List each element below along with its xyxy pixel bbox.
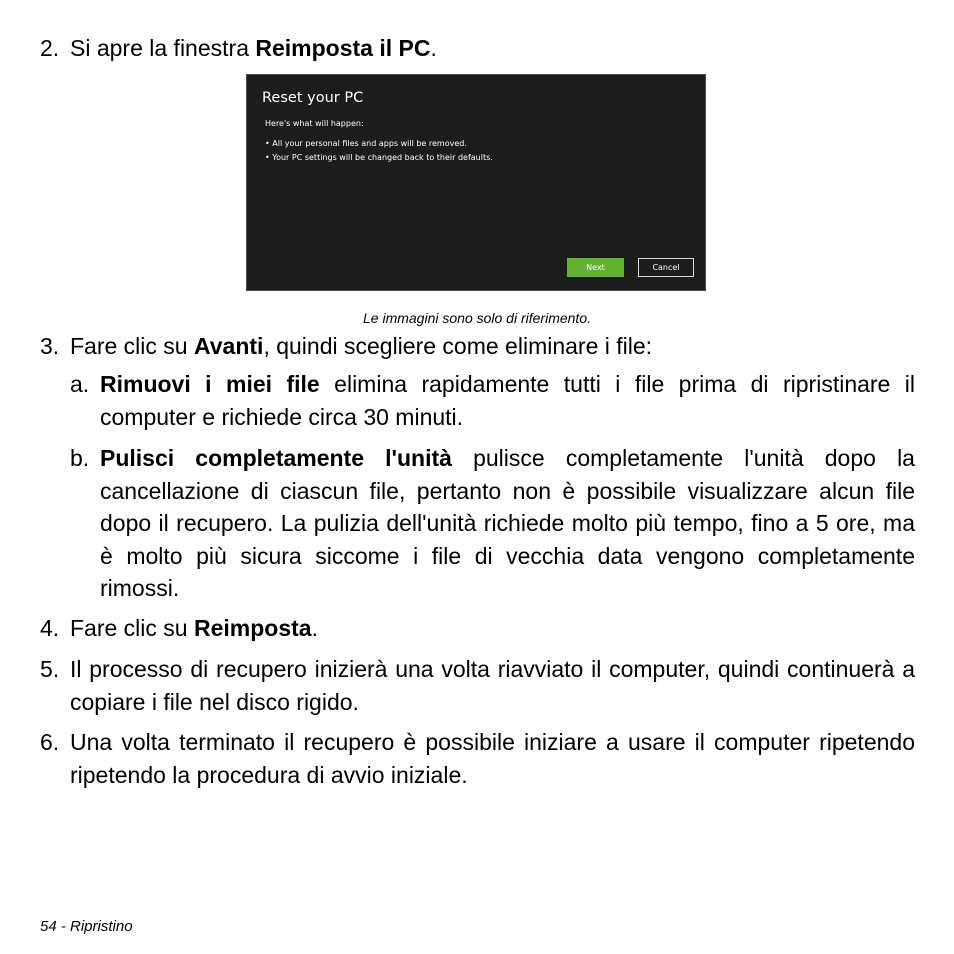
step-3a — [70, 368, 915, 433]
step-text — [70, 330, 920, 363]
step-text-post: , quindi scegliere come eliminare i file: — [263, 333, 653, 359]
screenshot-title: Reset your PC — [262, 90, 364, 106]
step-3 — [40, 330, 920, 363]
screenshot-bullet-1: • All your personal files and apps will be removed. — [265, 139, 467, 148]
substep-text-bold: Pulisci completamente l'unità — [100, 445, 452, 471]
reset-pc-screenshot — [246, 74, 706, 291]
substep-text-post: pulisce completamente l'unità dopo la cancellazione di ciascun file, pertanto non è possibile visualizzare alcun file dopo il recupero. La pulizia dell'unità richiede molto più tempo, fino a 5 ore, ma è molto più sicura siccome i file di vecchia data vengono completamente rimossi. — [100, 445, 915, 601]
step-text-bold: Avanti — [193, 333, 264, 359]
page-footer: 54 - Ripristino — [40, 918, 133, 935]
screenshot-intro: Here's what will happen: — [265, 119, 364, 128]
step-2 — [40, 32, 920, 65]
step-text-post: . — [311, 615, 318, 641]
substep-text-post: elimina rapidamente tutti i file prima di ripristinare il computer e richiede circa 30 minuti. — [100, 371, 916, 430]
step-number: 4. — [40, 615, 60, 641]
substep-text — [100, 368, 915, 433]
step-text-bold: Reimposta — [193, 615, 312, 641]
substep-text — [100, 442, 915, 605]
step-4 — [40, 612, 915, 645]
substep-letter: b. — [70, 445, 90, 471]
step-text-pre: Fare clic su — [70, 333, 194, 359]
step-text: Una volta terminato il recupero è possibile iniziare a usare il computer ripetendo ripetendo la procedura di avvio iniziale. — [70, 729, 915, 788]
step-text-pre: Fare clic su — [70, 615, 194, 641]
next-button[interactable]: Next — [567, 258, 624, 277]
screenshot-bullet-2: • Your PC settings will be changed back to their defaults. — [265, 153, 493, 162]
step-number: 3. — [40, 333, 60, 359]
step-text: Il processo di recupero inizierà una volta riavviato il computer, quindi continuerà a copiare i file nel disco rigido. — [70, 656, 915, 715]
step-5 — [40, 653, 915, 718]
step-text-post: . — [430, 35, 437, 61]
cancel-button[interactable]: Cancel — [638, 258, 694, 277]
step-number: 5. — [40, 656, 60, 682]
step-6 — [40, 726, 915, 791]
step-text-bold: Reimposta il PC — [255, 35, 431, 61]
step-3b — [70, 442, 915, 605]
step-number: 2. — [40, 35, 60, 61]
step-number: 6. — [40, 729, 60, 755]
step-text — [70, 32, 920, 65]
substep-text-bold: Rimuovi i miei file — [100, 371, 320, 397]
step-text — [70, 612, 915, 645]
image-caption: Le immagini sono solo di riferimento. — [363, 310, 591, 326]
step-text-pre: Si apre la finestra — [70, 35, 256, 61]
substep-letter: a. — [70, 371, 90, 397]
